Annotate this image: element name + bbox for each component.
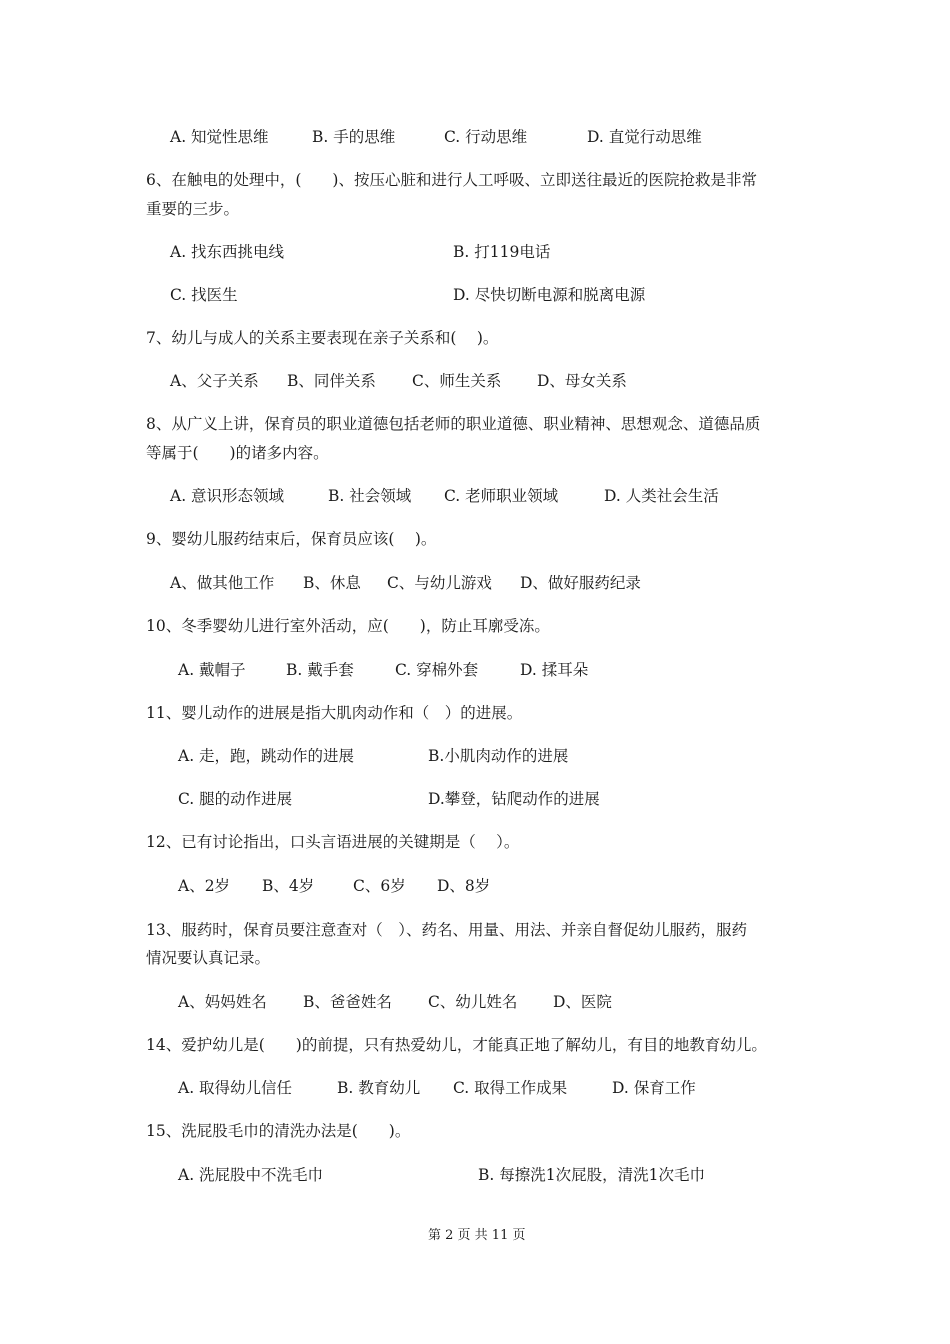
q5-option-b: B. 手的思维 [312,128,396,146]
q5-option-c: C. 行动思维 [444,128,528,146]
q11-option-c: C. 腿的动作进展 [178,790,293,808]
q10-text: 10、冬季婴幼儿进行室外活动，应( )，防止耳廓受冻。 [146,617,550,635]
q8-option-d: D. 人类社会生活 [604,487,719,505]
q14-option-b: B. 教育幼儿 [337,1079,421,1097]
q10-option-d: D. 揉耳朵 [520,661,589,679]
q9-option-b: B、休息 [303,574,361,592]
q7-option-d: D、母女关系 [537,372,627,390]
q12-option-c: C、6岁 [353,877,406,895]
q6-option-b: B. 打119电话 [453,243,551,261]
q7-option-b: B、同伴关系 [287,372,376,390]
q12-option-b: B、4岁 [262,877,315,895]
q13-option-c: C、幼儿姓名 [428,993,518,1011]
q11-option-a: A. 走，跑，跳动作的进展 [178,747,355,765]
q14-option-a: A. 取得幼儿信任 [178,1079,293,1097]
q9-text: 9、婴幼儿服药结束后，保育员应该( )。 [146,530,437,548]
q11-text: 11、婴儿动作的进展是指大肌肉动作和（ ）的进展。 [146,704,523,722]
q6-option-d: D. 尽快切断电源和脱离电源 [453,286,646,304]
q5-option-a: A. 知觉性思维 [170,128,269,146]
q13-option-b: B、爸爸姓名 [303,993,392,1011]
q7-option-a: A、父子关系 [170,372,259,390]
q9-option-c: C、与幼儿游戏 [387,574,492,592]
q6-text-line1: 6、在触电的处理中，( )、按压心脏和进行人工呼吸、立即送往最近的医院抢救是非常 [146,171,757,189]
q5-option-d: D. 直觉行动思维 [587,128,702,146]
q12-text: 12、已有讨论指出，口头言语进展的关键期是（ ）。 [146,833,520,851]
q13-option-d: D、医院 [553,993,612,1011]
q13-text-line2: 情况要认真记录。 [146,949,271,967]
q12-option-d: D、8岁 [437,877,491,895]
q8-text-line2: 等属于( )的诸多内容。 [146,444,329,462]
q15-option-a: A. 洗屁股中不洗毛巾 [178,1166,324,1184]
q9-option-a: A、做其他工作 [170,574,275,592]
q14-text: 14、爱护幼儿是( )的前提，只有热爱幼儿，才能真正地了解幼儿，有目的地教育幼儿。 [146,1036,767,1054]
q8-option-c: C. 老师职业领域 [444,487,559,505]
q8-option-b: B. 社会领域 [328,487,412,505]
q15-text: 15、洗屁股毛巾的清洗办法是( )。 [146,1122,411,1140]
q7-option-c: C、师生关系 [412,372,502,390]
q15-option-b: B. 每擦洗1次屁股，清洗1次毛巾 [478,1166,705,1184]
q14-option-c: C. 取得工作成果 [453,1079,568,1097]
q13-option-a: A、妈妈姓名 [178,993,267,1011]
q8-option-a: A. 意识形态领域 [170,487,285,505]
q13-text-line1: 13、服药时，保育员要注意查对（ ）、药名、用量、用法、并亲自督促幼儿服药，服药 [146,921,747,939]
q14-option-d: D. 保育工作 [612,1079,696,1097]
q11-option-d: D.攀登，钻爬动作的进展 [428,790,600,808]
q10-option-c: C. 穿棉外套 [395,661,479,679]
q11-option-b: B.小肌肉动作的进展 [428,747,569,765]
q10-option-b: B. 戴手套 [286,661,354,679]
q8-text-line1: 8、从广义上讲，保育员的职业道德包括老师的职业道德、职业精神、思想观念、道德品质 [146,415,761,433]
page-number-footer: 第 2 页 共 11 页 [428,1228,526,1243]
q9-option-d: D、做好服药纪录 [520,574,641,592]
q6-option-c: C. 找医生 [170,286,238,304]
q12-option-a: A、2岁 [178,877,231,895]
q7-text: 7、幼儿与成人的关系主要表现在亲子关系和( )。 [146,329,499,347]
q10-option-a: A. 戴帽子 [178,661,246,679]
q6-text-line2: 重要的三步。 [146,200,240,218]
q6-option-a: A. 找东西挑电线 [170,243,285,261]
